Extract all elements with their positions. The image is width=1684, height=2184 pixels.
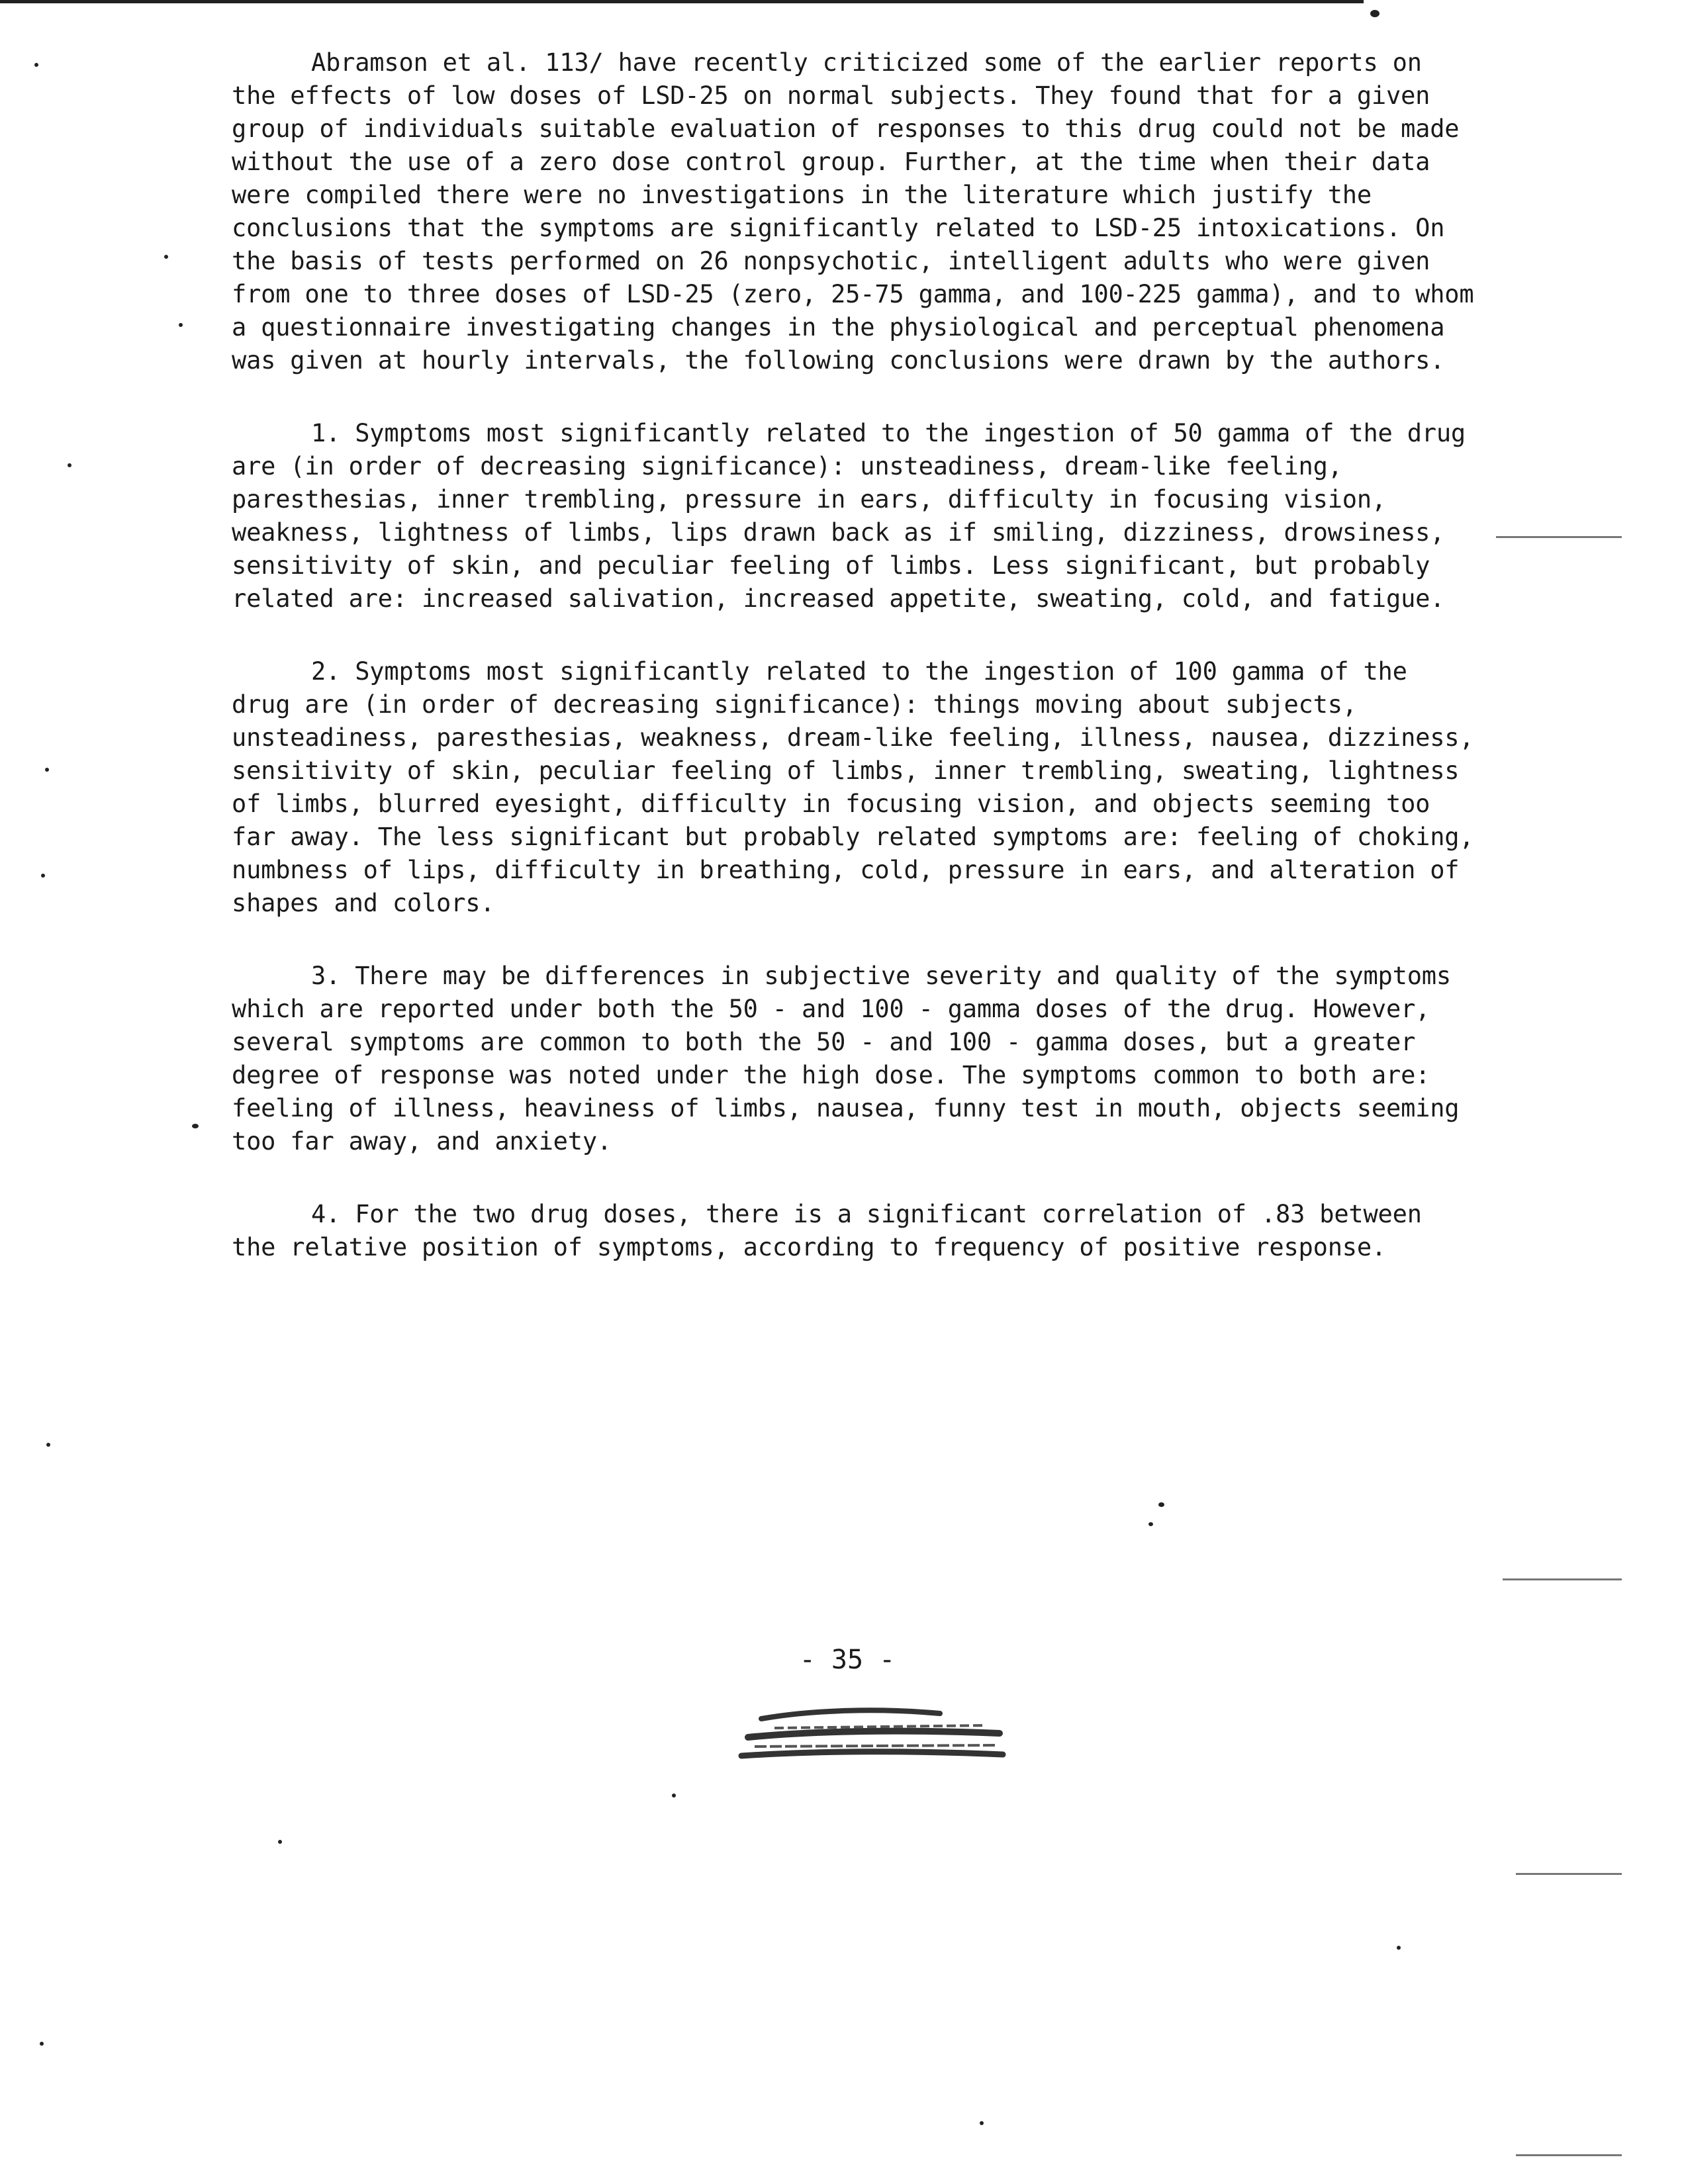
scan-speck <box>45 768 49 772</box>
scan-speck <box>980 2121 984 2125</box>
scan-speck <box>278 1840 282 1844</box>
scan-edge-line <box>1496 536 1622 538</box>
item-number: 3. <box>311 962 341 990</box>
scan-speck <box>1148 1522 1153 1526</box>
scan-edge-line <box>1503 1578 1622 1580</box>
top-rule <box>0 0 1364 3</box>
item-text: For the two drug doses, there is a significant correlation of .83 between the relative position of symptoms, according to frequency of positive response. <box>232 1200 1422 1261</box>
intro-paragraph: Abramson et al. 113/ have recently criticized some of the earlier reports on the effects of low doses of LSD-25 on normal subjects. They found that for a given group of individuals suitable evaluation of responses to this drug could not be made without the use of a zero dose control group. Further, at the time when their data were compiled there were no investigations in the literature which justify the conclusions that the symptoms are significantly related to LSD-25 intoxications. On the basis of tests performed on 26 nonpsychotic, intelligent adults who were given from one to three doses of LSD-25 (zero, 25-75 gamma, and 100-225 gamma), and to whom a questionnaire investigating changes in the physiological and perceptual phenomena was given at hourly intervals, the following conclusions were drawn by the authors. <box>232 48 1474 375</box>
scan-speck <box>41 874 45 878</box>
scan-speck <box>1370 10 1380 17</box>
scan-speck <box>179 323 183 327</box>
conclusion-item-2 <box>232 655 1476 920</box>
scan-speck <box>164 255 168 259</box>
item-number: 2. <box>311 657 341 686</box>
classification-stamp-smudge <box>735 1704 1013 1770</box>
scan-edge-line <box>1516 2154 1622 2156</box>
page-number: - 35 - <box>799 1645 896 1675</box>
item-number: 1. <box>311 419 341 447</box>
scan-speck <box>34 63 38 67</box>
item-text: There may be differences in subjective severity and quality of the symptoms which are reported under both the 50 - and 100 - gamma doses of the drug. However, several symptoms are common to both the 50 - and 100 - gamma doses, but a greater degree of response was noted under the high dose. The symptoms common to both are: feeling of illness, heaviness of limbs, nausea, funny test in mouth, objects seeming too far away, and anxiety. <box>232 962 1460 1156</box>
scan-speck <box>40 2042 44 2046</box>
conclusion-item-4 <box>232 1198 1476 1264</box>
scan-speck <box>1397 1946 1401 1950</box>
item-text: Symptoms most significantly related to the ingestion of 100 gamma of the drug are (in order of decreasing significance): things moving about subjects, unsteadiness, paresthesias, weakness, dream-like feeling, illness, nausea, dizziness, sensitivity of skin, peculiar feeling of limbs, inner trembling, sweating, lightness of limbs, blurred eyesight, difficulty in focusing vision, and objects seeming too far away. The less significant but probably related symptoms are: feeling of choking, numbness of lips, difficulty in breathing, cold, pressure in ears, and alteration of shapes and colors. <box>232 657 1474 917</box>
scan-speck <box>1158 1502 1164 1507</box>
scan-speck <box>46 1443 50 1447</box>
document-body <box>232 46 1476 1264</box>
scan-speck <box>672 1794 676 1797</box>
scan-edge-line <box>1516 1873 1622 1875</box>
conclusion-item-3 <box>232 960 1476 1158</box>
scan-speck <box>68 463 71 467</box>
conclusion-item-1 <box>232 417 1476 615</box>
scan-speck <box>192 1124 199 1128</box>
item-number: 4. <box>311 1200 341 1228</box>
item-text: Symptoms most significantly related to the ingestion of 50 gamma of the drug are (in order of decreasing significance): unsteadiness, dream-like feeling, paresthesias, inner trembling, pressure in ears, difficulty in focusing vision, weakness, lightness of limbs, lips drawn back as if smiling, dizziness, drowsiness, sensitivity of skin, and peculiar feeling of limbs. Less significant, but probably related are: increased salivation, increased appetite, sweating, cold, and fatigue. <box>232 419 1466 613</box>
